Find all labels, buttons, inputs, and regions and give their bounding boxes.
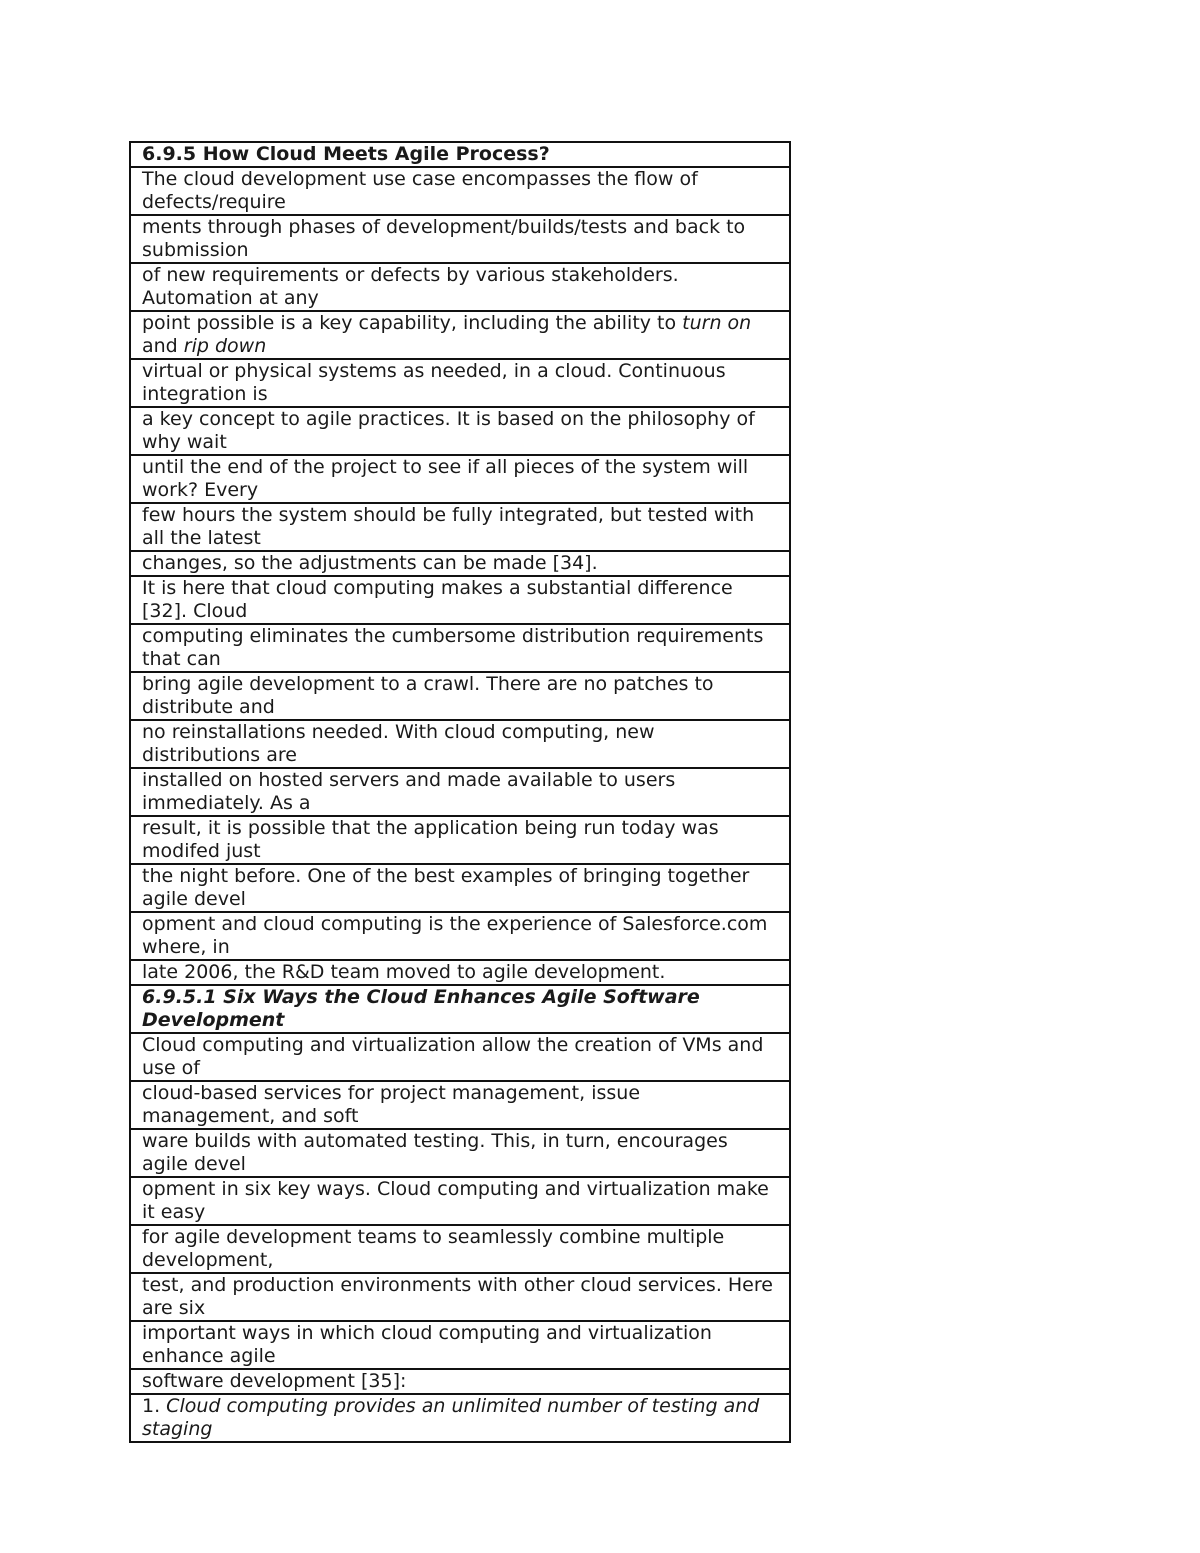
section-heading: 6.9.5 How Cloud Meets Agile Process? xyxy=(130,142,790,167)
table-row xyxy=(130,1394,790,1442)
text-row: changes, so the adjustments can be made [34]. xyxy=(130,551,790,576)
text-row: opment in six key ways. Cloud computing and virtualization make it easy xyxy=(130,1177,790,1225)
table-row xyxy=(130,1177,790,1225)
list-item-text: Cloud computing provides an unlimited number of testing and staging xyxy=(142,1395,760,1440)
text-row: test, and production environments with other cloud services. Here are six xyxy=(130,1273,790,1321)
table-row xyxy=(130,503,790,551)
list-number: 1. xyxy=(142,1395,167,1417)
text-row: bring agile development to a crawl. There are no patches to distribute and xyxy=(130,672,790,720)
table-row xyxy=(130,985,790,1033)
emphasis-rip-down: rip down xyxy=(183,335,267,357)
table-row xyxy=(130,1129,790,1177)
text-row: ware builds with automated testing. This, in turn, encourages agile devel xyxy=(130,1129,790,1177)
text-row-turn-on xyxy=(130,311,790,359)
table-row xyxy=(130,720,790,768)
table-row xyxy=(130,455,790,503)
table-row xyxy=(130,263,790,311)
table-row xyxy=(130,359,790,407)
table-row xyxy=(130,142,790,167)
text-row: late 2006, the R&D team moved to agile development. xyxy=(130,960,790,985)
table-row xyxy=(130,1369,790,1394)
table-row xyxy=(130,816,790,864)
table-row xyxy=(130,1321,790,1369)
table-row xyxy=(130,215,790,263)
text-row: opment and cloud computing is the experience of Salesforce.com where, in xyxy=(130,912,790,960)
text-row: virtual or physical systems as needed, in a cloud. Continuous integration is xyxy=(130,359,790,407)
list-item xyxy=(130,1394,790,1442)
text-plain: and xyxy=(142,335,184,357)
table-row xyxy=(130,864,790,912)
emphasis-turn-on: turn on xyxy=(682,312,752,334)
text-row: software development [35]: xyxy=(130,1369,790,1394)
text-row: a key concept to agile practices. It is based on the philosophy of why wait xyxy=(130,407,790,455)
text-row: of new requirements or defects by various stakeholders. Automation at any xyxy=(130,263,790,311)
text-row: ments through phases of development/builds/tests and back to submission xyxy=(130,215,790,263)
text-row: It is here that cloud computing makes a substantial difference [32]. Cloud xyxy=(130,576,790,624)
text-row: for agile development teams to seamlessly combine multiple development, xyxy=(130,1225,790,1273)
text-row: until the end of the project to see if all pieces of the system will work? Every xyxy=(130,455,790,503)
table-row xyxy=(130,1081,790,1129)
text-row: installed on hosted servers and made available to users immediately. As a xyxy=(130,768,790,816)
table-row xyxy=(130,768,790,816)
table-row xyxy=(130,1033,790,1081)
text-row: computing eliminates the cumbersome distribution requirements that can xyxy=(130,624,790,672)
text-row: no reinstallations needed. With cloud computing, new distributions are xyxy=(130,720,790,768)
table-row xyxy=(130,576,790,624)
table-row xyxy=(130,551,790,576)
text-row: few hours the system should be fully integrated, but tested with all the latest xyxy=(130,503,790,551)
table-row xyxy=(130,672,790,720)
table-row xyxy=(130,311,790,359)
table-row xyxy=(130,912,790,960)
document-table xyxy=(129,141,791,1443)
table-row xyxy=(130,1273,790,1321)
table-row xyxy=(130,624,790,672)
subsection-heading: 6.9.5.1 Six Ways the Cloud Enhances Agile Software Development xyxy=(130,985,790,1033)
table-row xyxy=(130,960,790,985)
text-plain: point possible is a key capability, including the ability to xyxy=(142,312,683,334)
text-row: result, it is possible that the application being run today was modifed just xyxy=(130,816,790,864)
text-row: cloud-based services for project management, issue management, and soft xyxy=(130,1081,790,1129)
table-row xyxy=(130,407,790,455)
text-row: Cloud computing and virtualization allow the creation of VMs and use of xyxy=(130,1033,790,1081)
table-row xyxy=(130,1225,790,1273)
text-row: The cloud development use case encompasses the flow of defects/require xyxy=(130,167,790,215)
table-row xyxy=(130,167,790,215)
text-row: important ways in which cloud computing and virtualization enhance agile xyxy=(130,1321,790,1369)
text-row: the night before. One of the best examples of bringing together agile devel xyxy=(130,864,790,912)
